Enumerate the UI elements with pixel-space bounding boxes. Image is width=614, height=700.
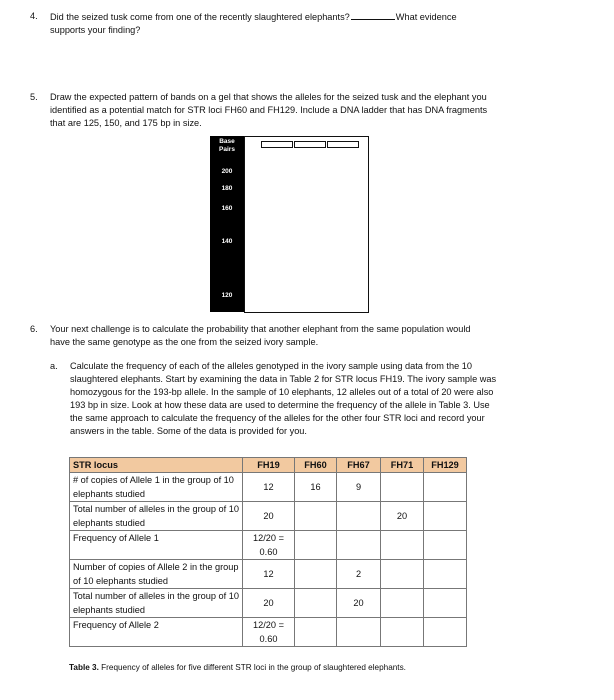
ladder-label: 200 (221, 168, 233, 175)
table-cell[interactable] (295, 531, 337, 560)
table-cell[interactable] (424, 560, 467, 589)
gel-lanes-area[interactable] (244, 136, 369, 313)
table-row (70, 502, 467, 531)
table-cell[interactable] (424, 531, 467, 560)
table-cell[interactable] (295, 502, 337, 531)
table-cell[interactable] (381, 589, 424, 618)
table-row (70, 473, 467, 502)
table-cell[interactable]: 16 (295, 473, 337, 502)
column-header: FH60 (295, 458, 337, 473)
row-label: Number of copies of Allele 2 in the group of 10 elephants studied (70, 560, 243, 589)
question-text: 193 bp in size. Look at how these data are used to determine the frequency of the allele in Table 3. Use (70, 400, 490, 410)
table-cell[interactable] (381, 531, 424, 560)
table-cell[interactable] (381, 618, 424, 647)
question-4 (30, 10, 590, 38)
question-6a (50, 360, 590, 442)
question-number: 4. (30, 11, 38, 21)
caption-label: Table 3. (69, 663, 99, 672)
table-cell[interactable] (424, 473, 467, 502)
table-cell[interactable] (424, 502, 467, 531)
table-cell[interactable]: 12/20 = 0.60 (243, 531, 295, 560)
table-cell[interactable] (424, 618, 467, 647)
table-cell[interactable]: 2 (337, 560, 381, 589)
gel-well (294, 141, 326, 148)
allele-frequency-table (69, 457, 467, 647)
question-text: supports your finding? (50, 25, 141, 35)
table-cell[interactable]: 12 (243, 473, 295, 502)
ladder-label: 160 (221, 205, 233, 212)
table-cell[interactable] (295, 589, 337, 618)
row-label: Frequency of Allele 1 (70, 531, 243, 560)
column-header: FH71 (381, 458, 424, 473)
table-cell[interactable] (337, 502, 381, 531)
column-header: FH67 (337, 458, 381, 473)
table-cell[interactable]: 12 (243, 560, 295, 589)
row-label: Frequency of Allele 2 (70, 618, 243, 647)
table-cell[interactable]: 12/20 = 0.60 (243, 618, 295, 647)
table-cell[interactable] (295, 618, 337, 647)
question-number: 6. (30, 324, 38, 334)
question-text: Your next challenge is to calculate the probability that another elephant from the same population would (50, 324, 471, 334)
question-text: the same approach to calculate the frequency of the alleles for the other four STR loci and record your (70, 413, 485, 423)
table-row (70, 589, 467, 618)
question-text: Calculate the frequency of each of the alleles genotyped in the ivory sample using data from the 10 (70, 361, 472, 371)
gel-well (261, 141, 293, 148)
table-cell[interactable] (295, 560, 337, 589)
table-cell[interactable]: 20 (381, 502, 424, 531)
column-header: STR locus (70, 458, 243, 473)
question-5 (30, 91, 590, 131)
question-number: 5. (30, 92, 38, 102)
question-text: Draw the expected pattern of bands on a gel that shows the alleles for the seized tusk and the elephant you (50, 92, 487, 102)
table-cell[interactable]: 20 (243, 589, 295, 618)
question-text: slaughtered elephants. Start by examining the data in Table 2 for STR locus FH19. The ivory sample was (70, 374, 497, 384)
question-6 (30, 323, 590, 351)
table-cell[interactable]: 9 (337, 473, 381, 502)
table-cell[interactable] (381, 560, 424, 589)
column-header: FH19 (243, 458, 295, 473)
table-cell[interactable] (337, 618, 381, 647)
question-text: that are 125, 150, and 175 bp in size. (50, 118, 202, 128)
table-row (70, 618, 467, 647)
question-text: Did the seized tusk come from one of the recently slaughtered elephants? (50, 12, 350, 22)
answer-blank[interactable] (351, 10, 395, 20)
question-text: identified as a potential match for STR loci FH60 and FH129. Include a DNA ladder that has DNA fragments (50, 105, 488, 115)
gel-well (327, 141, 359, 148)
table-row (70, 531, 467, 560)
table-cell[interactable]: 20 (243, 502, 295, 531)
ladder-label: 140 (221, 238, 233, 245)
ladder-label: 120 (221, 292, 233, 299)
table-cell[interactable]: 20 (337, 589, 381, 618)
row-label: # of copies of Allele 1 in the group of 10 elephants studied (70, 473, 243, 502)
table-header-row (70, 458, 467, 473)
question-text: What evidence (395, 12, 457, 22)
column-header: FH129 (424, 458, 467, 473)
subquestion-letter: a. (50, 361, 58, 371)
table-caption (69, 663, 406, 672)
dna-ladder (210, 136, 244, 312)
caption-text: Frequency of alleles for five different STR loci in the group of slaughtered elephants. (98, 663, 406, 672)
row-label: Total number of alleles in the group of 10 elephants studied (70, 589, 243, 618)
question-text: answers in the table. Some of the data is provided for you. (70, 426, 307, 436)
base-pairs-header: Base Pairs (219, 138, 235, 153)
table-row (70, 560, 467, 589)
table-cell[interactable] (337, 531, 381, 560)
table-cell[interactable] (424, 589, 467, 618)
question-text: homozygous for the 193-bp allele. In the sample of 10 elephants, 12 alleles out of a total of 20 were also (70, 387, 494, 397)
row-label: Total number of alleles in the group of 10 elephants studied (70, 502, 243, 531)
table-cell[interactable] (381, 473, 424, 502)
ladder-label: 180 (221, 185, 233, 192)
question-text: have the same genotype as the one from the seized ivory sample. (50, 337, 319, 347)
